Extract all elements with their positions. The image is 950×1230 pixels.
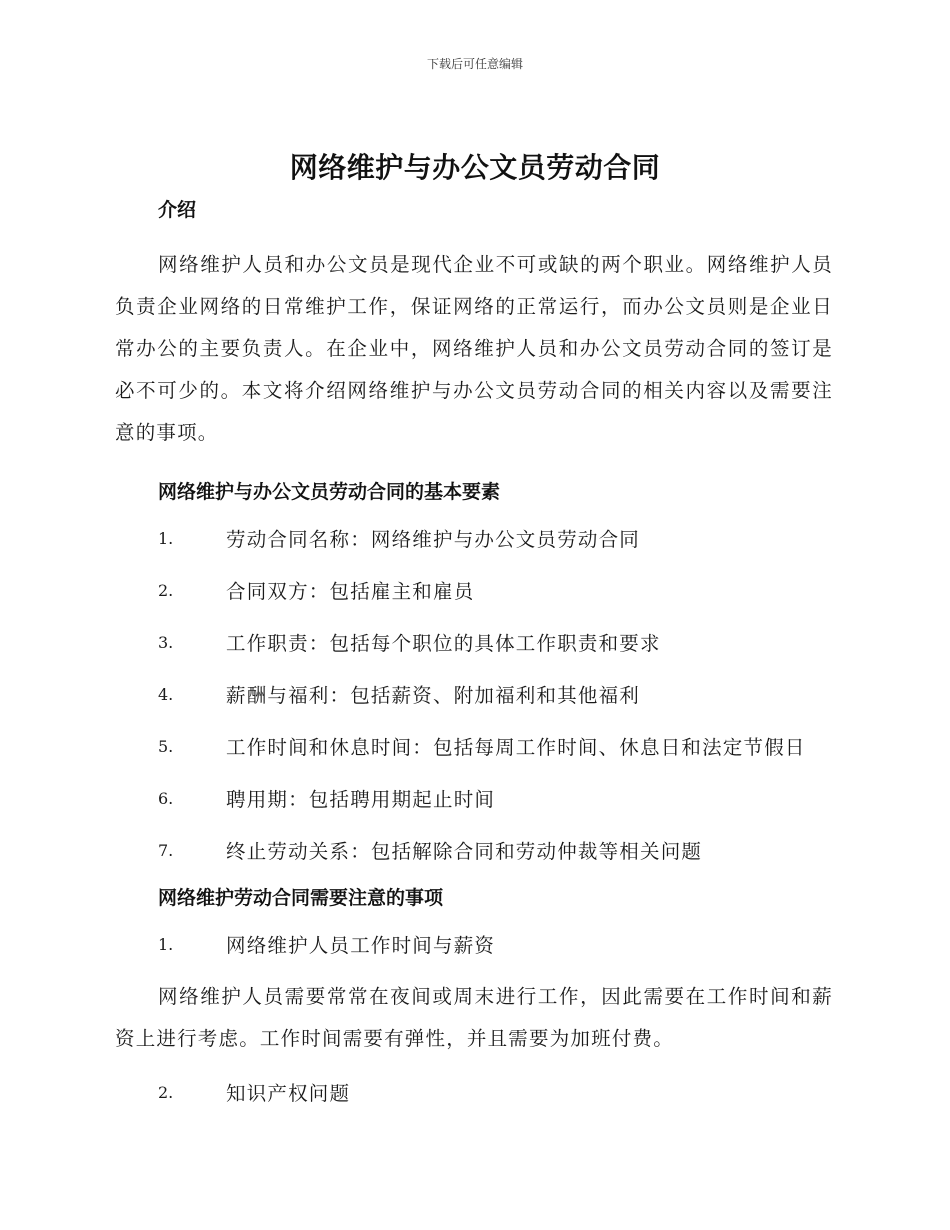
page-header-note: 下载后可任意编辑 xyxy=(426,57,523,71)
list-number: 7. xyxy=(158,840,174,860)
intro-paragraph: 网络维护人员和办公文员是现代企业不可或缺的两个职业。网络维护人员负责企业网络的日常维护工作，保证网络的正常运行，而办公文员则是企业日常办公的主要负责人。在企业中，网络维护人员和办公文员劳动合同的签订是必不可少的。本文将介绍网络维护与办公文员劳动合同的相关内容以及需要注意的事项。 xyxy=(115,253,833,444)
list-text: 工作时间和休息时间：包括每周工作时间、休息日和法定节假日 xyxy=(226,736,806,759)
list-number: 1. xyxy=(158,528,174,548)
list-text: 网络维护人员工作时间与薪资 xyxy=(226,934,496,957)
list-item xyxy=(115,918,833,970)
list-number: 3. xyxy=(158,632,174,652)
document-body xyxy=(115,194,833,1118)
list-text: 合同双方：包括雇主和雇员 xyxy=(226,580,475,603)
list-item xyxy=(115,772,833,824)
list-number: 1. xyxy=(158,934,174,954)
list-item xyxy=(115,824,833,876)
list-number: 2. xyxy=(158,1082,174,1102)
list-item xyxy=(115,512,833,564)
list-item xyxy=(115,720,833,772)
document-title: 网络维护与办公文员劳动合同 xyxy=(289,151,661,184)
list-number: 6. xyxy=(158,788,174,808)
list-text: 薪酬与福利：包括薪资、附加福利和其他福利 xyxy=(226,684,641,707)
section-heading-elements: 网络维护与办公文员劳动合同的基本要素 xyxy=(158,481,501,503)
list-text: 劳动合同名称：网络维护与办公文员劳动合同 xyxy=(226,528,641,551)
list-item xyxy=(115,616,833,668)
notes-list-1 xyxy=(115,918,833,970)
section-heading-intro: 介绍 xyxy=(158,199,197,221)
list-text: 知识产权问题 xyxy=(226,1082,351,1105)
list-text: 聘用期：包括聘用期起止时间 xyxy=(226,788,496,811)
list-item xyxy=(115,1066,833,1118)
list-item xyxy=(115,668,833,720)
notes-list-2 xyxy=(115,1066,833,1118)
list-text: 终止劳动关系：包括解除合同和劳动仲裁等相关问题 xyxy=(226,840,703,863)
list-text: 工作职责：包括每个职位的具体工作职责和要求 xyxy=(226,632,661,655)
note1-paragraph: 网络维护人员需要常常在夜间或周末进行工作，因此需要在工作时间和薪资上进行考虑。工作时间需要有弹性，并且需要为加班付费。 xyxy=(115,985,833,1050)
list-number: 4. xyxy=(158,684,174,704)
list-item xyxy=(115,564,833,616)
list-number: 5. xyxy=(158,736,174,756)
elements-list xyxy=(115,512,833,876)
section-heading-notes: 网络维护劳动合同需要注意的事项 xyxy=(158,887,444,909)
list-number: 2. xyxy=(158,580,174,600)
